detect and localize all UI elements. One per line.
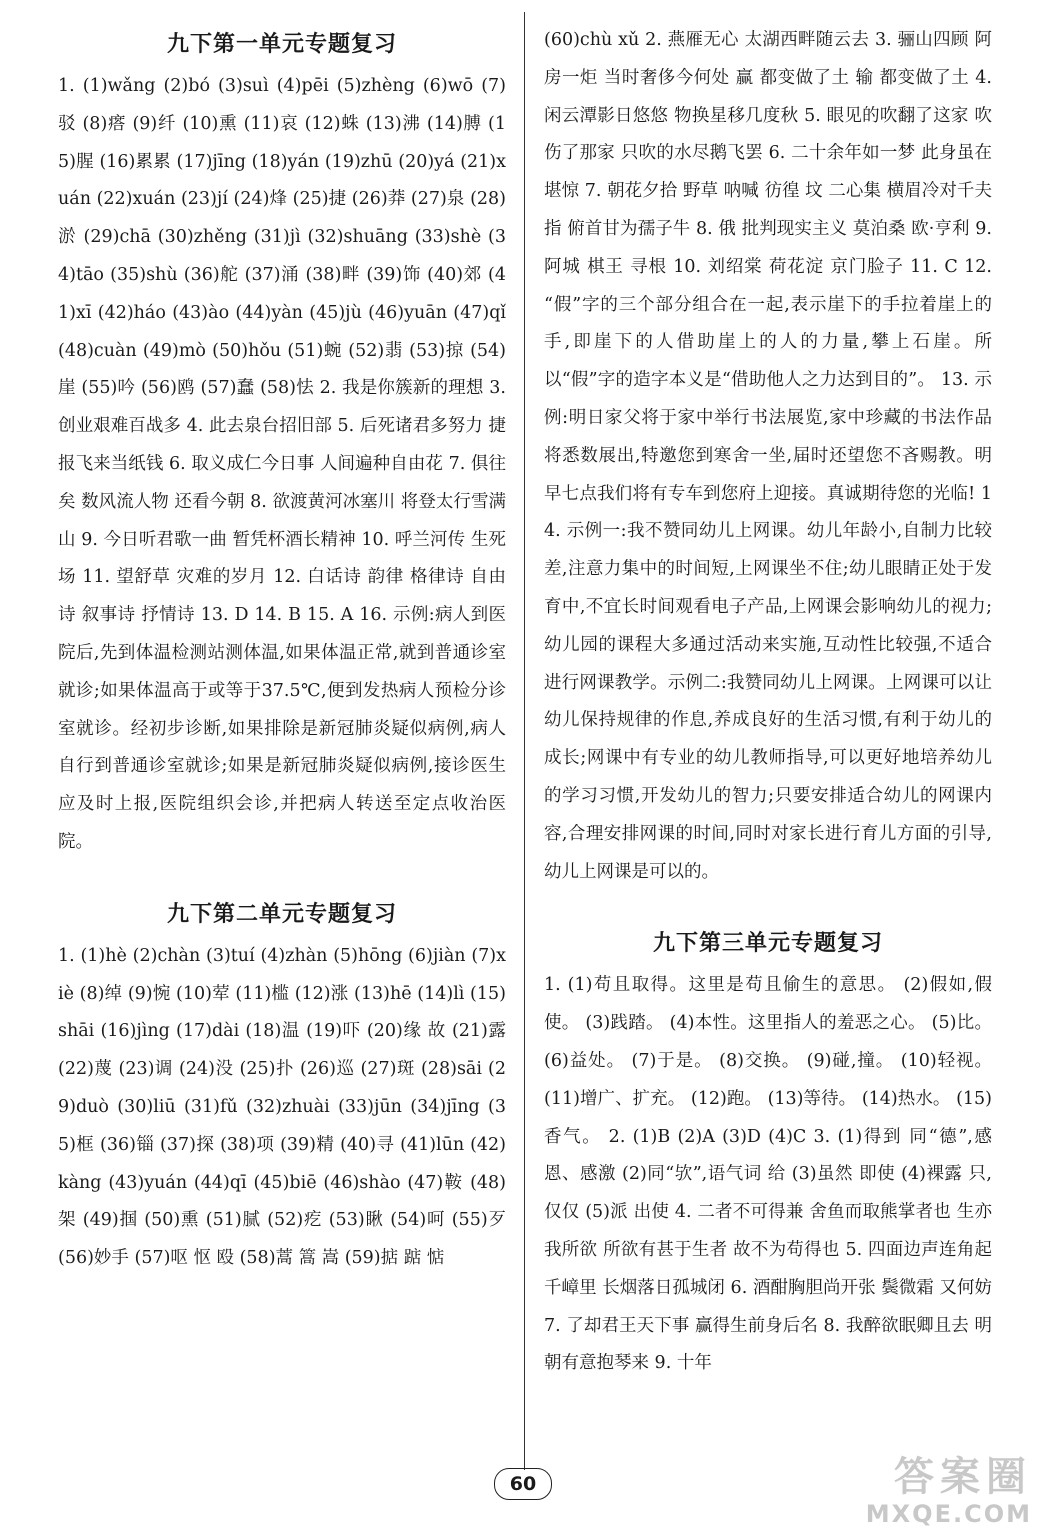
right-column [544,22,998,1383]
section-title-unit-3: 九下第三单元专题复习 [652,931,883,957]
section-title-unit-1: 九下第一单元专题复习 [166,32,397,57]
watermark-logo: 答案圈 [894,1454,1032,1500]
section-title-unit-2: 九下第二单元专题复习 [166,901,397,927]
watermark-url: MXQE.COM [865,1500,1032,1528]
column-divider [524,12,525,1470]
section-body-unit-1: 1. (1)wǎng (2)bó (3)suì (4)pēi (5)zhèng (6)wō (7)驳 (8)瘩 (9)纤 (10)熏 (11)哀 (12)蛛 (13)沸 (14)膊 (15)腥 (16)累累 (17)jīng (18)yán (19)zhū (20)yá (21)xuán (22)xuán (23)jí (24)烽 (25)捷 (26)莽 (27)泉 (28)淤 (29)chā (30)zhěng (31)jì (32)shuāng (33)shè (34)tāo (35)shù (36)舵 (37)涌 (38)畔 (39)饰 (40)郊 (41)xī (42)háo (43)ào (44)yàn (45)jù (46)yuān (47)qǐ (48)cuàn (49)mò (50)hǒu (51)蜿 (52)翡 (53)掠 (54)崖 (55)吟 (56)鸥 (57)蠢 (58)怯 2. 我是你簇新的理想 3. 创业艰难百战多 4. 此去泉台招旧部 5. 后死诸君多努力 捷报飞来当纸钱 6. 取义成仁今日事 人间遍种自由花 7. 俱往矣 数风流人物 还看今朝 8. 欲渡黄河冰塞川 将登太行雪满山 9. 今日听君歌一曲 暂凭杯酒长精神 10. 呼兰河传 生死场 11. 望舒草 灾难的岁月 12. 白话诗 韵律 格律诗 自由诗 叙事诗 抒情诗 13. D 14. B 15. A 16. 示例:病人到医院后,先到体温检测站测体温,如果体温正常,就到普通诊室就诊;如果体温高于或等于37.5℃,便到发热病人预检分诊室就诊。经初步诊断,如果排除是新冠肺炎疑似病例,病人自行到普通诊室就诊;如果是新冠肺炎疑似病例,接诊医生应及时上报,医院组织会诊,并把病人转送至定点收治医院。 [58,76,512,852]
section-body-unit-3: 1. (1)苟且取得。这里是苟且偷生的意思。 (2)假如,假使。 (3)践踏。 (4)本性。这里指人的羞恶之心。 (5)比。 (6)益处。 (7)于是。 (8)交换。 (9)碰,撞。 (10)轻视。 (11)增广、扩充。 (12)跑。 (13)等待。 (14)热水。 (15)香气。 2. (1)B (2)A (3)D (4)C 3. (1)得到 同“德”,感恩、感激 (2)同“欤”,语气词 给 (3)虽然 即使 (4)裸露 只,仅仅 (5)派 出使 4. 二者不可得兼 舍鱼而取熊掌者也 生亦我所欲 所欲有甚于生者 故不为苟得也 5. 四面边声连角起 千嶂里 长烟落日孤城闭 6. 酒酣胸胆尚开张 鬓微霜 又何妨 7. 了却君王天下事 赢得生前身后名 8. 我醉欲眠卿且去 明朝有意抱琴来 9. 十年 [544,975,998,1374]
section-body-unit-2: 1. (1)hè (2)chàn (3)tuí (4)zhàn (5)hōng (6)jiàn (7)xiè (8)绰 (9)惋 (10)荤 (11)槛 (12)涨 (13)hē (14)lì (15)shāi (16)jìng (17)dài (18)温 (19)吓 (20)缘 故 (21)露 (22)蔑 (23)调 (24)没 (25)扑 (26)巡 (27)斑 (28)sāi (29)duò (30)liū (31)fǔ (32)zhuài (33)jūn (34)jīng (35)框 (36)锱 (37)探 (38)项 (39)精 (40)寻 (41)lūn (42)kàng (43)yuán (44)qī (45)biē (46)shào (47)鞍 (48)架 (49)掴 (50)熏 (51)腻 (52)疙 (53)瞅 (54)呵 (55)歹 (56)妙手 (57)呕 怄 殴 (58)蒿 篙 嵩 (59)掂 踮 惦 [58,945,512,1269]
page-number: 60 [494,1468,552,1500]
section-body-unit-2-continued: (60)chù xǔ 2. 燕雁无心 太湖西畔随云去 3. 骊山四顾 阿房一炬 当时奢侈今何处 赢 都变做了土 输 都变做了土 4. 闲云潭影日悠悠 物换星移几度秋 5. 眼见的吹翻了这家 吹伤了那家 只吹的水尽鹅飞罢 6. 二十余年如一梦 此身虽在堪惊 7. 朝花夕拾 野草 呐喊 彷徨 坟 二心集 横眉冷对千夫指 俯首甘为孺子牛 8. 俄 批判现实主义 莫泊桑 欧·亨利 9. 阿城 棋王 寻根 10. 刘绍棠 荷花淀 京门脸子 11. C 12. “假”字的三个部分组合在一起,表示崖下的手拉着崖上的手,即崖下的人借助崖上的人的力量,攀上石崖。所以“假”字的造字本义是“借助他人之力达到目的”。 13. 示例:明日家父将于家中举行书法展览,家中珍藏的书法作品将悉数展出,特邀您到寒舍一坐,届时还望您不吝赐教。明早七点我们将有专车到您府上迎接。真诚期待您的光临! 14. 示例一:我不赞同幼儿上网课。幼儿年龄小,自制力比较差,注意力集中的时间短,上网课坐不住;幼儿眼睛正处于发育中,不宜长时间观看电子产品,上网课会影响幼儿的视力;幼儿园的课程大多通过活动来实施,互动性比较强,不适合进行网课教学。示例二:我赞同幼儿上网课。上网课可以让幼儿保持规律的作息,养成良好的生活习惯,有利于幼儿的成长;网课中有专业的幼儿教师指导,可以更好地培养幼儿的学习习惯,开发幼儿的智力;只要安排适合幼儿的网课内容,合理安排网课的时间,同时对家长进行育儿方面的引导,幼儿上网课是可以的。 [544,30,998,882]
page-footer [0,1468,1046,1500]
left-column [58,22,512,1278]
